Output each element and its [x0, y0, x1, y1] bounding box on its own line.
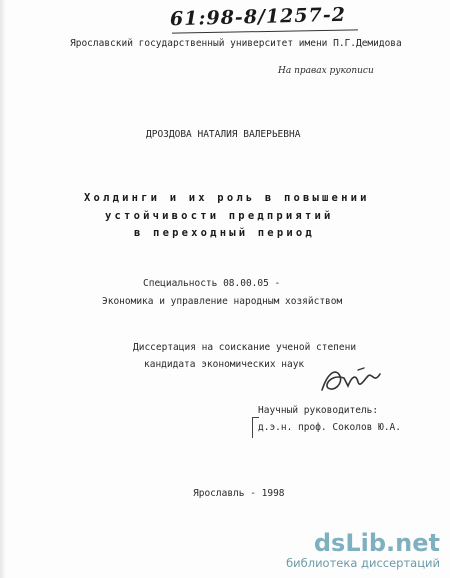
watermark-subtitle: библиотека диссертаций [286, 556, 440, 570]
city-year: Ярославль - 1998 [193, 488, 285, 499]
specialty-name: Экономика и управление народным хозяйством [102, 296, 343, 307]
handwritten-underline [172, 29, 358, 33]
supervisor-name: д.э.н. проф. Соколов Ю.А. [258, 422, 401, 433]
dslib-watermark [286, 530, 440, 570]
specialty-code: Специальность 08.00.05 - [143, 278, 281, 289]
handwritten-catalog-code: 61:98-8/1257-2 [169, 3, 347, 31]
dissertation-degree-line-1: Диссертация на соискание ученой степени [133, 342, 357, 353]
university-name: Ярославский государственный университет имени П.Г.Демидова [70, 38, 402, 49]
title-line-1: Холдинги и их роль в повышении [84, 192, 370, 204]
title-line-3: в переходный период [134, 227, 315, 239]
signature-scribble [318, 362, 388, 398]
watermark-logo: dsLib.net [313, 529, 440, 557]
supervisor-label: Научный руководитель: [258, 405, 379, 416]
author-name: ДРОЗДОВА НАТАЛИЯ ВАЛЕРЬЕВНА [146, 129, 301, 140]
title-line-2: устойчивости предприятий [105, 210, 334, 222]
dissertation-degree-line-2: кандидата экономических наук [144, 359, 305, 370]
scan-edge-shadow [0, 0, 6, 578]
rights-note: На правах рукописи [278, 66, 374, 76]
